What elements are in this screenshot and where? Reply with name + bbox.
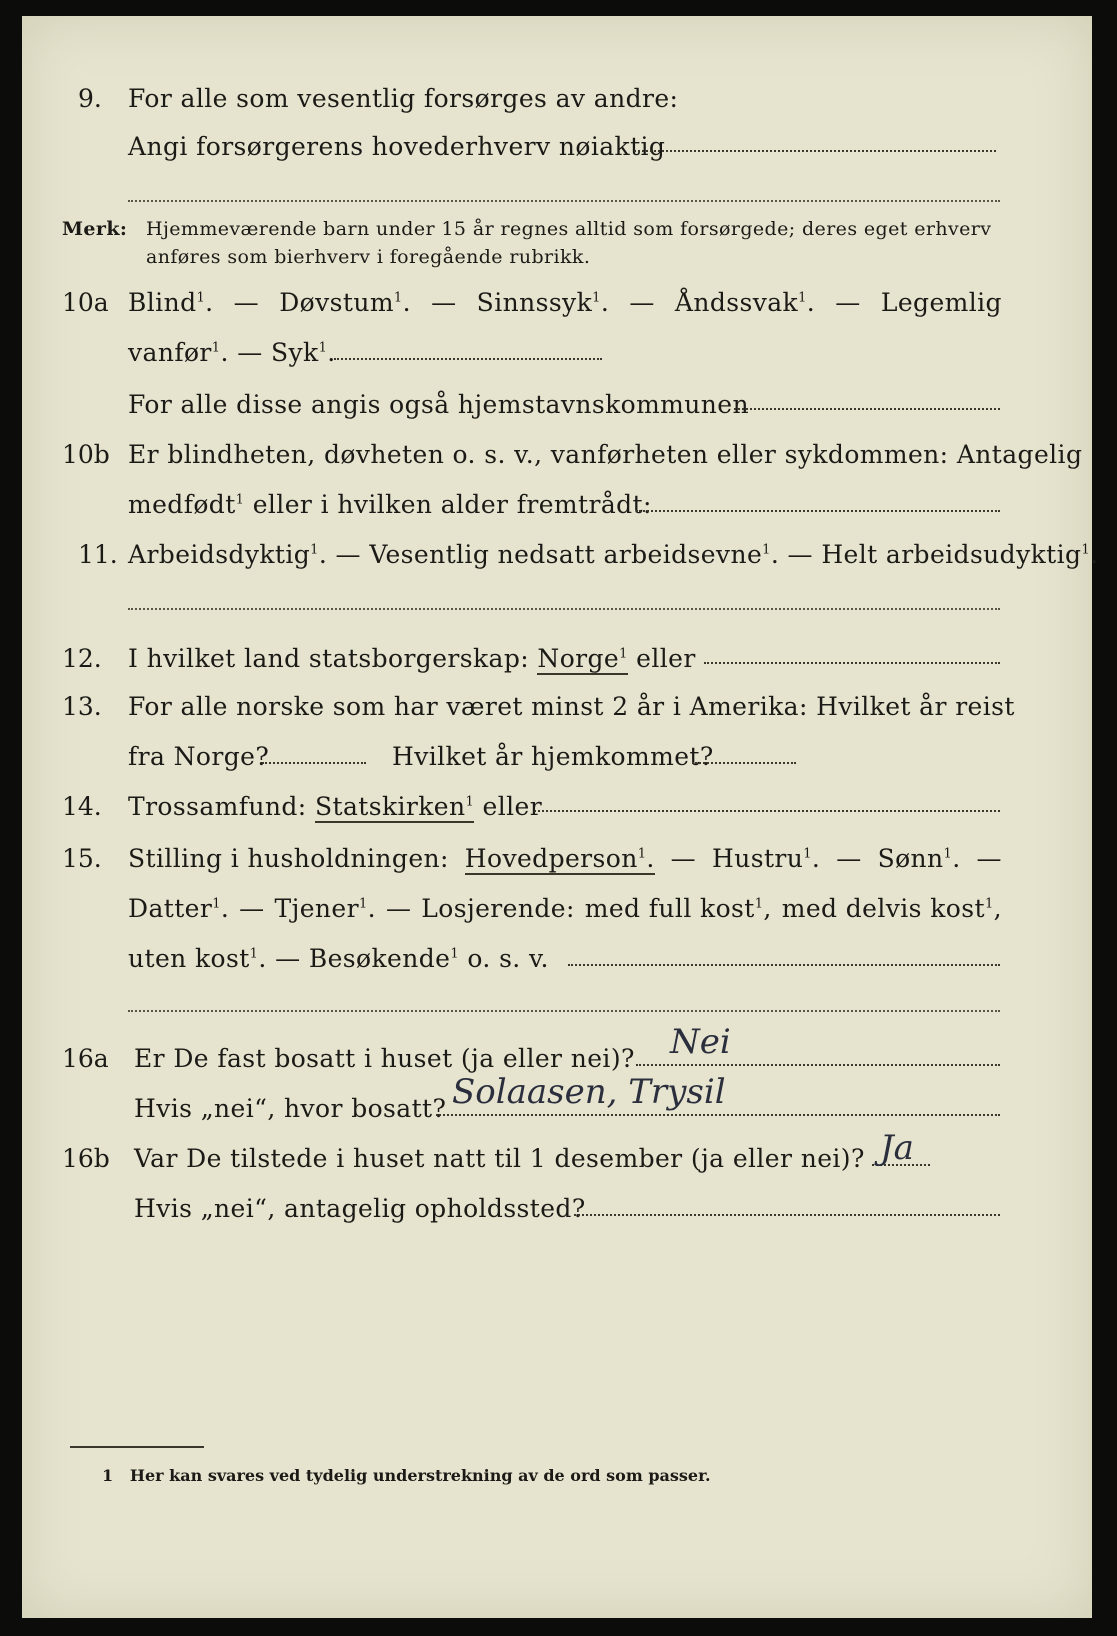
- option-besokende[interactable]: Besøkende$^1$: [308, 944, 459, 973]
- option-udyktig[interactable]: Helt arbeidsudyktig$^1$.: [821, 540, 1099, 569]
- q9-number: 9.: [78, 84, 102, 113]
- option-delvis-kost[interactable]: med delvis kost$^1$,: [781, 894, 1002, 923]
- q11-number: 11.: [78, 540, 118, 569]
- q15-line2: Datter$^1$. — Tjener$^1$. — Losjerende: med full kost$^1$, med delvis kost$^1$,: [128, 894, 1002, 923]
- q11-extra-line: [128, 608, 1000, 610]
- option-hovedperson[interactable]: Hovedperson$^1$.: [464, 844, 655, 873]
- option-tjener[interactable]: Tjener$^1$.: [274, 894, 376, 923]
- q10b-line1: Er blindheten, døvheten o. s. v., vanførheten eller sykdommen: Antagelig: [128, 440, 1083, 469]
- q10a-hjemstavn-field[interactable]: [734, 408, 1000, 410]
- q14-trossamfund-field[interactable]: [534, 810, 1000, 812]
- q14-number: 14.: [62, 792, 102, 821]
- census-form-page: [22, 16, 1099, 1618]
- q13-reist-field[interactable]: [262, 762, 366, 764]
- option-legemlig[interactable]: Legemlig: [880, 288, 1002, 317]
- option-statskirken[interactable]: Statskirken$^1$: [315, 792, 475, 821]
- q10a-number: 10a: [62, 288, 109, 317]
- q16b-line2: Hvis „nei“, antagelig opholdssted?: [134, 1194, 586, 1223]
- option-arbeidsdyktig[interactable]: Arbeidsdyktig$^1$.: [128, 540, 328, 569]
- option-sinnssyk[interactable]: Sinnssyk$^1$.: [476, 288, 610, 317]
- q16a-handwritten-answer1: Nei: [670, 1022, 731, 1062]
- q16a-handwritten-answer2: Solaasen, Trysil: [452, 1072, 726, 1112]
- option-syk[interactable]: Syk$^1$.: [270, 338, 336, 367]
- q13-number: 13.: [62, 692, 102, 721]
- q10a-line3: For alle disse angis også hjemstavnskommunen: [128, 390, 749, 419]
- q15-stilling-field[interactable]: [568, 964, 1000, 966]
- footnote: 1 Her kan svares ved tydelig understrekning av de ord som passer.: [102, 1466, 711, 1485]
- q12-land-field[interactable]: [704, 662, 1000, 664]
- q10a-line2: vanfør$^1$. — Syk$^1$.: [128, 338, 336, 367]
- q11-line1: Arbeidsdyktig$^1$. — Vesentlig nedsatt arbeidsevne$^1$. — Helt arbeidsudyktig$^1$.: [128, 540, 1099, 569]
- q9-extra-line: [128, 200, 1000, 202]
- q13-hjemkommet-field[interactable]: [692, 762, 796, 764]
- q16b-line1: Var De tilstede i huset natt til 1 desember (ja eller nei)?: [134, 1144, 865, 1173]
- q10a-line1: Blind$^1$. — Døvstum$^1$. — Sinnssyk$^1$. — Åndssvak$^1$. — Legemlig: [128, 288, 1002, 317]
- merk-line1: Hjemmeværende barn under 15 år regnes alltid som forsørgede; deres eget erhverv: [146, 218, 992, 240]
- q16a-line2: Hvis „nei“, hvor bosatt?: [134, 1094, 447, 1123]
- q10a-syk-field[interactable]: [334, 358, 602, 360]
- option-dovstum[interactable]: Døvstum$^1$.: [279, 288, 411, 317]
- option-full-kost[interactable]: med full kost$^1$,: [584, 894, 772, 923]
- q10b-number: 10b: [62, 440, 110, 469]
- q16b-handwritten-answer1: Ja: [880, 1128, 914, 1168]
- option-sonn[interactable]: Sønn$^1$.: [877, 844, 961, 873]
- q10b-line2: medfødt$^1$ eller i hvilken alder fremtrådt:: [128, 490, 652, 519]
- q16a-field2[interactable]: [436, 1114, 1000, 1116]
- option-medfodt[interactable]: medfødt$^1$: [128, 490, 245, 519]
- q12-number: 12.: [62, 644, 102, 673]
- q16a-line1: Er De fast bosatt i huset (ja eller nei)?: [134, 1044, 635, 1073]
- q9-answer-field[interactable]: [634, 150, 996, 152]
- q13-line2a: fra Norge?: [128, 742, 270, 771]
- option-nedsatt[interactable]: Vesentlig nedsatt arbeidsevne$^1$.: [369, 540, 780, 569]
- q15-number: 15.: [62, 844, 102, 873]
- q13-line2b: Hvilket år hjemkommet?: [392, 742, 714, 771]
- merk-label: Merk:: [62, 218, 128, 240]
- q16a-field1[interactable]: [636, 1064, 1000, 1066]
- option-datter[interactable]: Datter$^1$.: [128, 894, 230, 923]
- q15-line1: Stilling i husholdningen: Hovedperson$^1$. — Hustru$^1$. — Sønn$^1$. —: [128, 844, 1002, 873]
- q9-line2: Angi forsørgerens hovederhverv nøiaktig: [128, 132, 666, 161]
- q12-line1: I hvilket land statsborgerskap: Norge$^1$ eller: [128, 644, 696, 673]
- option-uten-kost[interactable]: uten kost$^1$.: [128, 944, 267, 973]
- q16b-field2[interactable]: [574, 1214, 1000, 1216]
- q13-line1: For alle norske som har været minst 2 år i Amerika: Hvilket år reist: [128, 692, 1015, 721]
- q16b-number: 16b: [62, 1144, 110, 1173]
- option-hustru[interactable]: Hustru$^1$.: [712, 844, 821, 873]
- q16a-number: 16a: [62, 1044, 109, 1073]
- footnote-rule: [70, 1446, 204, 1448]
- q15-extra-line: [128, 1010, 1000, 1012]
- q10b-alder-field[interactable]: [636, 510, 1000, 512]
- option-norge[interactable]: Norge$^1$: [537, 644, 628, 673]
- merk-line2: anføres som bierhverv i foregående rubrikk.: [146, 246, 591, 268]
- option-andssvak[interactable]: Åndssvak$^1$.: [674, 288, 816, 317]
- q15-line3: uten kost$^1$. — Besøkende$^1$ o. s. v.: [128, 944, 549, 973]
- option-blind[interactable]: Blind$^1$.: [128, 288, 214, 317]
- option-vanfor[interactable]: vanfør$^1$.: [128, 338, 229, 367]
- q14-line1: Trossamfund: Statskirken$^1$ eller: [128, 792, 543, 821]
- q9-line1: For alle som vesentlig forsørges av andre:: [128, 84, 679, 113]
